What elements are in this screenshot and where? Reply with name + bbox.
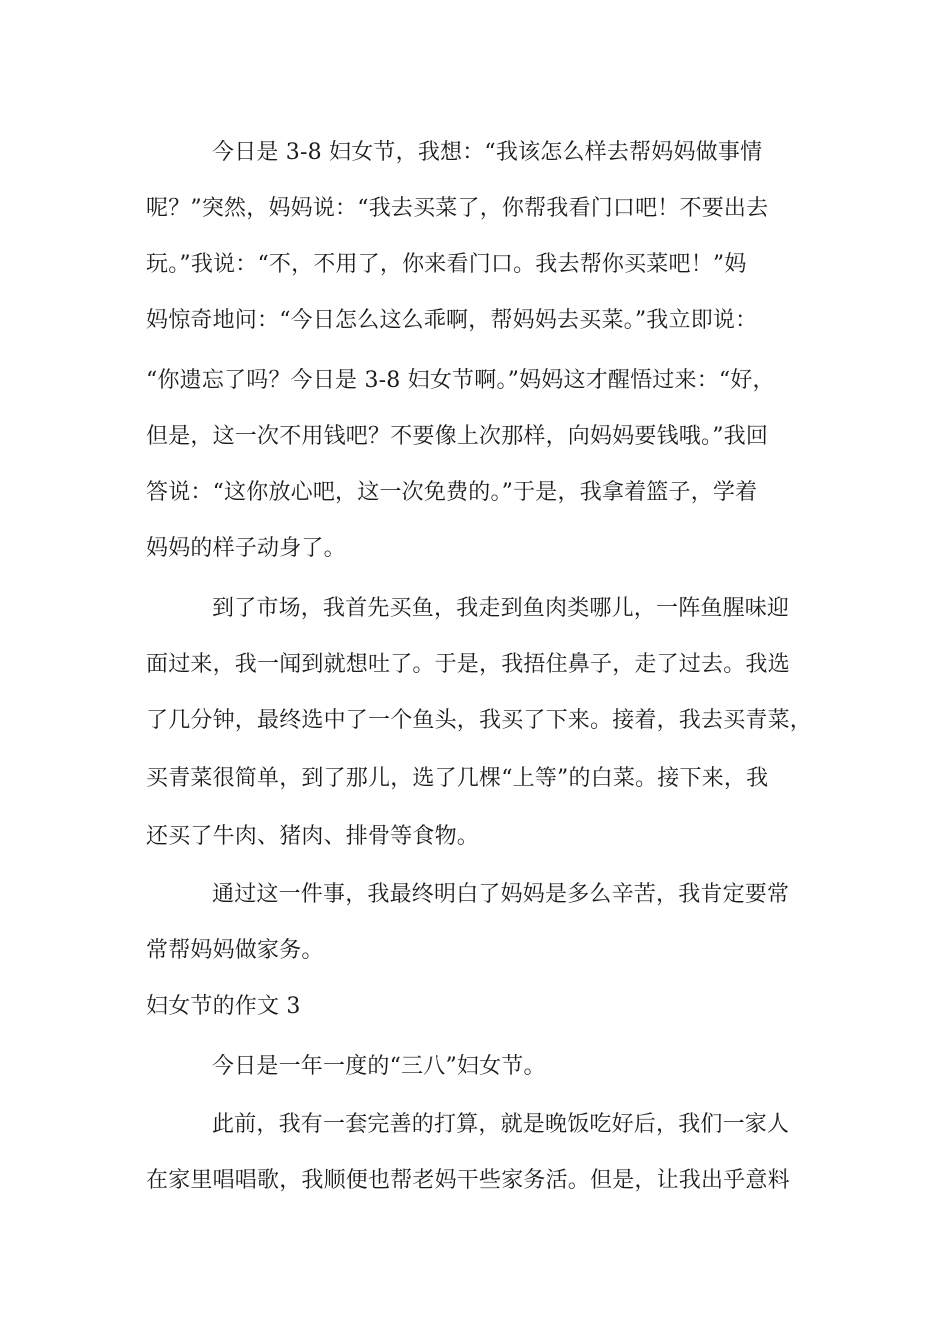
paragraph-line: 通过这一件事，我最终明白了妈妈是多么辛苦，我肯定要常 bbox=[212, 882, 790, 907]
paragraph-line: “你遗忘了吗？今日是 3-8 妇女节啊。”妈妈这才醒悟过来：“好， bbox=[146, 368, 775, 393]
paragraph-line: 在家里唱唱歌，我顺便也帮老妈干些家务活。但是，让我出乎意料 bbox=[146, 1168, 790, 1193]
paragraph-line: 还买了牛肉、猪肉、排骨等食物。 bbox=[146, 824, 480, 849]
paragraph-line: 今日是一年一度的“三八”妇女节。 bbox=[212, 1054, 546, 1079]
paragraph-line: 买青菜很简单，到了那儿，选了几棵“上等”的白菜。接下来，我 bbox=[146, 766, 769, 791]
paragraph-line: 妈妈的样子动身了。 bbox=[146, 536, 346, 561]
paragraph-line: 呢？”突然，妈妈说：“我去买菜了，你帮我看门口吧！不要出去 bbox=[146, 196, 769, 221]
paragraph-line: 常帮妈妈做家务。 bbox=[146, 938, 324, 963]
paragraph-line: 答说：“这你放心吧，这一次免费的。”于是，我拿着篮子，学着 bbox=[146, 480, 758, 505]
paragraph-line: 今日是 3-8 妇女节，我想：“我该怎么样去帮妈妈做事情 bbox=[212, 140, 763, 165]
paragraph-line: 面过来，我一闻到就想吐了。于是，我捂住鼻子，走了过去。我选 bbox=[146, 652, 790, 677]
paragraph-line: 但是，这一次不用钱吧？不要像上次那样，向妈妈要钱哦。”我回 bbox=[146, 424, 769, 449]
paragraph-line: 此前，我有一套完善的打算，就是晚饭吃好后，我们一家人 bbox=[212, 1112, 790, 1137]
paragraph-line: 妈惊奇地问：“今日怎么这么乖啊，帮妈妈去买菜。”我立即说： bbox=[146, 308, 758, 333]
paragraph-line: 玩。”我说：“不，不用了，你来看门口。我去帮你买菜吧！”妈 bbox=[146, 252, 747, 277]
paragraph-line: 到了市场，我首先买鱼，我走到鱼肉类哪儿，一阵鱼腥味迎 bbox=[212, 596, 790, 621]
paragraph-line: 了几分钟，最终选中了一个鱼头，我买了下来。接着，我去买青菜， bbox=[146, 708, 813, 733]
section-heading: 妇女节的作文 3 bbox=[146, 994, 301, 1019]
